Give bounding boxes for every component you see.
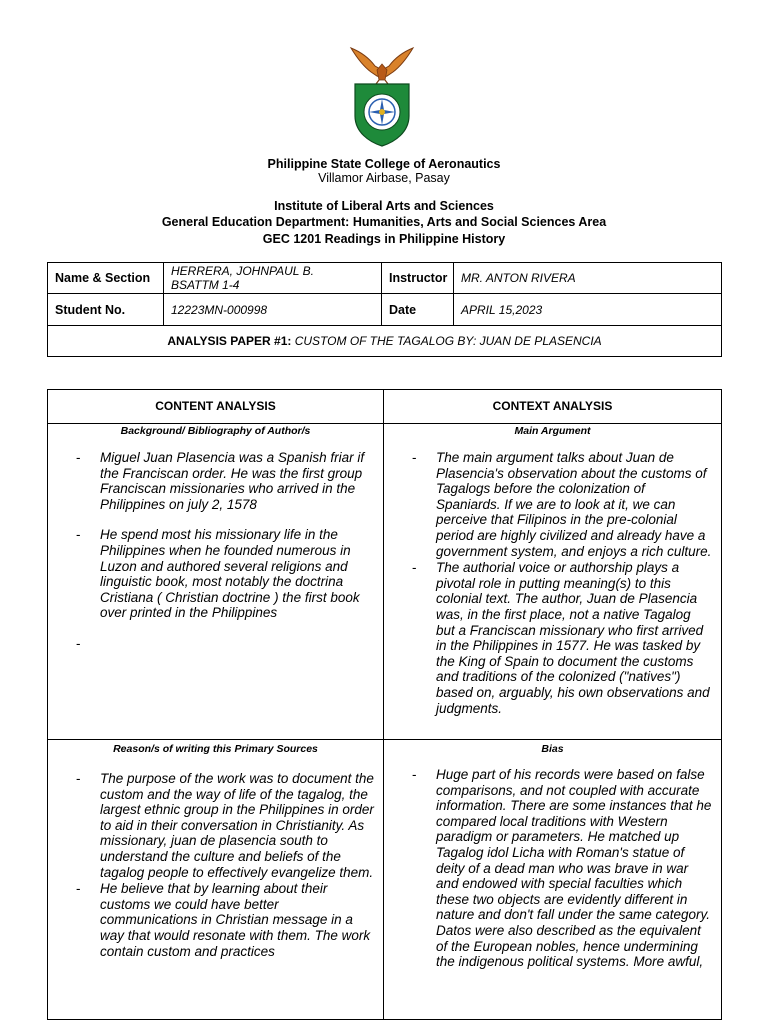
list-item: - The main argument talks about Juan de Plasencia's observation about the customs of Tagalogs before the colonization of Spaniards. If we are to look at it, we can perceive that Filipinos in the pre-colonial period are highly civilized and already have a government system, and enjoys a rich culture. bbox=[412, 450, 712, 559]
college-name: Philippine State College of Aeronautics bbox=[267, 157, 501, 171]
student-info-table bbox=[47, 262, 722, 357]
list-item: - He spend most his missionary life in the Philippines when he founded numerous in Luzon and authored several religions and linguistic book, most notably the doctrina Cristiana ( Christian doctrine ) the first book over printed in the Philippines bbox=[76, 527, 360, 621]
name-section-value bbox=[164, 263, 382, 294]
list-item: - Miguel Juan Plasencia was a Spanish friar if the Franciscan order. He was the first group Franciscan missionaries who arrived in the Philippines on july 2, 1578 bbox=[76, 450, 365, 512]
bias-cell bbox=[384, 740, 722, 1020]
list-item: - Huge part of his records were based on false comparisons, and not coupled with accurate information. There are some instances that he compared local traditions with Western paradigm or parameters. He matched up Tagalog idol Licha with Roman's statue of deity of a dead man who was brave in war and endowed with special faculties which these two objects are evidently different in nature and don't fall under the same category. Datos were also described as the equivalent of the European nobles, hence undermining the indigenous political systems. More awful, bbox=[412, 767, 712, 970]
course-name: GEC 1201 Readings in Philippine History bbox=[262, 232, 506, 246]
bias-list bbox=[384, 767, 721, 970]
analysis-table bbox=[47, 389, 722, 1020]
main-argument-heading: Main Argument bbox=[514, 425, 591, 437]
instructor-value: MR. ANTON RIVERA bbox=[454, 263, 722, 294]
bias-heading: Bias bbox=[541, 743, 564, 755]
college-address: Villamor Airbase, Pasay bbox=[318, 171, 450, 185]
institute-name: Institute of Liberal Arts and Sciences bbox=[274, 199, 494, 213]
student-no-label: Student No. bbox=[48, 294, 164, 326]
analysis-paper-label: ANALYSIS PAPER #1: bbox=[167, 334, 292, 348]
college-seal-logo bbox=[349, 44, 415, 148]
main-argument-cell bbox=[384, 424, 722, 740]
list-item: - The purpose of the work was to document the custom and the way of life of the tagalog, the largest ethnic group in the Philippines in order to aid in their conversation in Christianity. As missionary, juan de plasencia south to understand the culture and beliefs of the tagalog people to effectively evangelize them. bbox=[76, 771, 374, 880]
date-value: APRIL 15,2023 bbox=[454, 294, 722, 326]
background-cell bbox=[48, 424, 384, 740]
list-item: - The authorial voice or authorship plays a pivotal role in putting meaning(s) to this colonial text. The author, Juan de Plasencia was, in the first place, not a native Tagalog but a Franciscan missionary who first arrived in the Philippines in 1577. He was tasked by the King of Spain to document the customs and traditions of the colonized ("natives") based on, arguably, his own observations and judgments. bbox=[412, 560, 710, 716]
analysis-paper-title-row bbox=[48, 326, 722, 357]
student-name: HERRERA, JOHNPAUL B. bbox=[171, 264, 314, 278]
reasons-heading: Reason/s of writing this Primary Sources bbox=[113, 743, 318, 755]
instructor-label: Instructor bbox=[382, 263, 454, 294]
main-argument-list bbox=[384, 450, 721, 716]
student-section: BSATTM 1-4 bbox=[171, 278, 240, 292]
analysis-paper-title: CUSTOM OF THE TAGALOG BY: JUAN DE PLASENCIA bbox=[294, 334, 602, 348]
reasons-list bbox=[48, 771, 383, 959]
content-analysis-heading: CONTENT ANALYSIS bbox=[48, 390, 384, 424]
list-item: - He believe that by learning about their customs we could have better communications in Christian message in a way that would resonate with them. The work contain custom and practices bbox=[76, 881, 371, 959]
department-name: General Education Department: Humanities, Arts and Social Sciences Area bbox=[161, 215, 607, 229]
context-analysis-heading: CONTEXT ANALYSIS bbox=[384, 390, 722, 424]
date-label: Date bbox=[382, 294, 454, 326]
reasons-cell bbox=[48, 740, 384, 1020]
name-section-label: Name & Section bbox=[48, 263, 164, 294]
student-no-value: 12223MN-000998 bbox=[164, 294, 382, 326]
background-list: - Miguel Juan Plasencia was a Spanish friar if the Franciscan order. He was the first group Franciscan missionaries who arrived in the Philippines on july 2, 1578 - He spend most his missionary life in the Philippines when he founded numerous in Luzon and authored several religions and linguistic book, most notably the doctrina Cristiana ( Christian doctrine ) the first book over printed in the Philippines - bbox=[48, 450, 383, 621]
background-heading: Background/ Bibliography of Author/s bbox=[120, 425, 311, 437]
eagle-icon bbox=[351, 48, 413, 84]
